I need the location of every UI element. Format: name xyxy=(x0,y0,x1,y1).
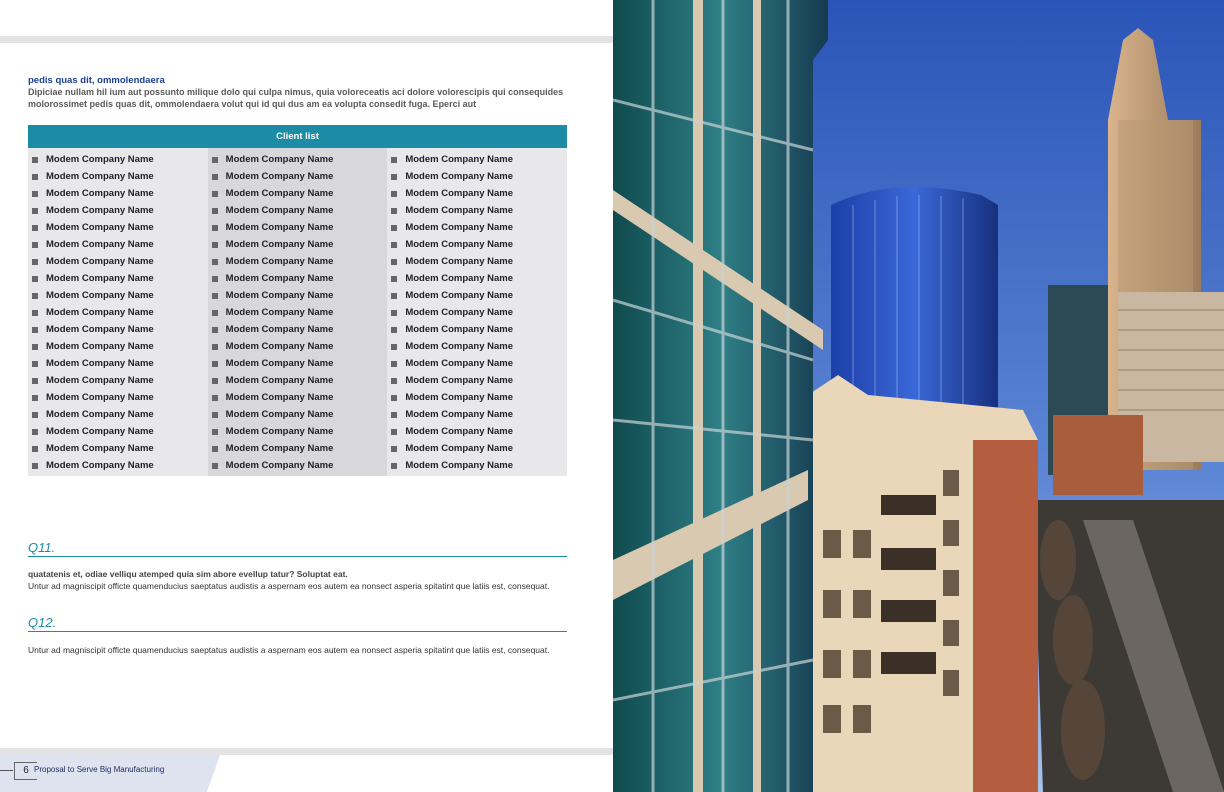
client-list-item xyxy=(387,236,567,253)
square-bullet-icon xyxy=(212,174,218,180)
client-name: Modem Company Name xyxy=(225,205,334,216)
square-bullet-icon xyxy=(32,327,38,333)
square-bullet-icon xyxy=(391,446,397,452)
square-bullet-icon xyxy=(212,259,218,265)
city-skyline-photo xyxy=(613,0,1224,792)
square-bullet-icon xyxy=(32,259,38,265)
client-list-item xyxy=(28,389,208,406)
client-list-item xyxy=(208,338,388,355)
client-name: Modem Company Name xyxy=(46,171,154,182)
square-bullet-icon xyxy=(212,463,218,469)
square-bullet-icon xyxy=(32,174,38,180)
client-name: Modem Company Name xyxy=(225,290,334,301)
client-name: Modem Company Name xyxy=(405,409,514,420)
q11-title: Q11. xyxy=(28,540,56,555)
square-bullet-icon xyxy=(32,310,38,316)
client-name: Modem Company Name xyxy=(46,358,154,369)
client-name: Modem Company Name xyxy=(405,426,514,437)
client-name: Modem Company Name xyxy=(46,239,154,250)
client-list-item xyxy=(208,304,388,321)
client-name: Modem Company Name xyxy=(405,460,514,471)
footer-rule xyxy=(0,770,13,771)
client-list-header: Client list xyxy=(28,125,567,148)
client-name: Modem Company Name xyxy=(225,239,334,250)
client-list-table xyxy=(28,125,567,476)
client-list-item xyxy=(208,355,388,372)
square-bullet-icon xyxy=(391,327,397,333)
client-name: Modem Company Name xyxy=(46,205,154,216)
square-bullet-icon xyxy=(32,361,38,367)
square-bullet-icon xyxy=(212,157,218,163)
footer-divider-bar xyxy=(0,748,613,755)
client-name: Modem Company Name xyxy=(225,188,334,199)
square-bullet-icon xyxy=(32,395,38,401)
square-bullet-icon xyxy=(391,191,397,197)
client-name: Modem Company Name xyxy=(46,460,154,471)
square-bullet-icon xyxy=(212,344,218,350)
square-bullet-icon xyxy=(212,208,218,214)
client-name: Modem Company Name xyxy=(46,188,154,199)
client-list-item xyxy=(208,151,388,168)
client-list-item xyxy=(28,185,208,202)
square-bullet-icon xyxy=(212,378,218,384)
square-bullet-icon xyxy=(391,225,397,231)
square-bullet-icon xyxy=(391,463,397,469)
client-list-item xyxy=(208,202,388,219)
square-bullet-icon xyxy=(32,293,38,299)
client-list-item xyxy=(28,219,208,236)
square-bullet-icon xyxy=(32,429,38,435)
client-list-item xyxy=(387,168,567,185)
client-name: Modem Company Name xyxy=(46,426,154,437)
square-bullet-icon xyxy=(212,327,218,333)
client-name: Modem Company Name xyxy=(225,222,334,233)
client-list-item xyxy=(28,338,208,355)
square-bullet-icon xyxy=(212,412,218,418)
client-list-item xyxy=(208,168,388,185)
client-name: Modem Company Name xyxy=(225,409,334,420)
square-bullet-icon xyxy=(391,259,397,265)
square-bullet-icon xyxy=(391,429,397,435)
q11-divider xyxy=(28,556,567,557)
client-list-item xyxy=(387,372,567,389)
page-number: 6 xyxy=(14,762,37,780)
client-list-item xyxy=(208,406,388,423)
client-name: Modem Company Name xyxy=(46,290,154,301)
square-bullet-icon xyxy=(32,157,38,163)
client-list-item xyxy=(387,287,567,304)
square-bullet-icon xyxy=(391,395,397,401)
square-bullet-icon xyxy=(32,225,38,231)
square-bullet-icon xyxy=(32,276,38,282)
square-bullet-icon xyxy=(391,310,397,316)
client-name: Modem Company Name xyxy=(405,375,514,386)
client-list-item xyxy=(387,304,567,321)
client-list-item xyxy=(28,372,208,389)
client-list-item xyxy=(387,185,567,202)
client-name: Modem Company Name xyxy=(405,307,514,318)
client-list-item xyxy=(28,406,208,423)
client-list-item xyxy=(387,270,567,287)
square-bullet-icon xyxy=(391,276,397,282)
client-name: Modem Company Name xyxy=(225,460,334,471)
square-bullet-icon xyxy=(212,429,218,435)
intro-paragraph: Dipiciae nullam hil ium aut possunto milique dolo qui culpa nimus, quia voloreceatis aci dolore volorescipis qui consequides molorossimet pedis quas dit, ommolendaera volut qui id qui dus am ea volupta consedit fuga. Eperci aut xyxy=(28,87,564,109)
client-name: Modem Company Name xyxy=(405,239,514,250)
square-bullet-icon xyxy=(212,191,218,197)
square-bullet-icon xyxy=(391,208,397,214)
client-name: Modem Company Name xyxy=(405,154,514,165)
client-column-3 xyxy=(387,148,567,476)
client-name: Modem Company Name xyxy=(46,222,154,233)
client-name: Modem Company Name xyxy=(46,341,154,352)
q12-divider xyxy=(28,631,567,632)
client-name: Modem Company Name xyxy=(405,273,514,284)
q11-question: quatatenis et, odiae velliqu atemped quia sim abore evellup tatur? Soluptat eat. xyxy=(28,569,348,579)
client-list-item xyxy=(208,440,388,457)
client-list-item xyxy=(208,253,388,270)
client-name: Modem Company Name xyxy=(46,409,154,420)
client-name: Modem Company Name xyxy=(225,358,334,369)
client-list-item xyxy=(208,236,388,253)
client-list-item xyxy=(28,151,208,168)
client-list-item xyxy=(387,389,567,406)
client-name: Modem Company Name xyxy=(225,307,334,318)
footer-document-title: Proposal to Serve Big Manufacturing xyxy=(34,765,165,774)
square-bullet-icon xyxy=(32,208,38,214)
q12-title: Q12. xyxy=(28,615,57,630)
client-list-item xyxy=(387,321,567,338)
client-name: Modem Company Name xyxy=(46,392,154,403)
client-name: Modem Company Name xyxy=(46,256,154,267)
client-list-item xyxy=(387,338,567,355)
client-name: Modem Company Name xyxy=(405,222,514,233)
q11-body xyxy=(28,569,567,592)
client-list-item xyxy=(28,355,208,372)
client-name: Modem Company Name xyxy=(46,324,154,335)
client-list-item xyxy=(28,253,208,270)
square-bullet-icon xyxy=(212,225,218,231)
square-bullet-icon xyxy=(212,242,218,248)
intro-heading: pedis quas dit, ommolendaera xyxy=(28,75,165,86)
square-bullet-icon xyxy=(212,395,218,401)
client-name: Modem Company Name xyxy=(225,154,334,165)
client-list-item xyxy=(387,253,567,270)
client-list-item xyxy=(28,457,208,474)
client-name: Modem Company Name xyxy=(405,188,514,199)
client-name: Modem Company Name xyxy=(225,426,334,437)
client-name: Modem Company Name xyxy=(405,392,514,403)
client-list-item xyxy=(208,457,388,474)
client-list-item xyxy=(28,270,208,287)
client-list-item xyxy=(28,236,208,253)
client-name: Modem Company Name xyxy=(46,375,154,386)
client-name: Modem Company Name xyxy=(46,154,154,165)
client-list-item xyxy=(208,389,388,406)
client-list-item xyxy=(208,185,388,202)
client-name: Modem Company Name xyxy=(225,341,334,352)
square-bullet-icon xyxy=(391,157,397,163)
client-name: Modem Company Name xyxy=(225,443,334,454)
square-bullet-icon xyxy=(32,378,38,384)
client-column-2 xyxy=(208,148,388,476)
client-list-item xyxy=(28,287,208,304)
client-list-item xyxy=(387,406,567,423)
client-name: Modem Company Name xyxy=(405,341,514,352)
client-list-item xyxy=(28,321,208,338)
client-name: Modem Company Name xyxy=(46,443,154,454)
square-bullet-icon xyxy=(32,412,38,418)
client-list-columns xyxy=(28,148,567,476)
client-name: Modem Company Name xyxy=(225,273,334,284)
square-bullet-icon xyxy=(212,276,218,282)
client-list-item xyxy=(28,440,208,457)
square-bullet-icon xyxy=(32,191,38,197)
square-bullet-icon xyxy=(391,412,397,418)
square-bullet-icon xyxy=(391,378,397,384)
client-list-item xyxy=(208,270,388,287)
client-name: Modem Company Name xyxy=(225,171,334,182)
client-name: Modem Company Name xyxy=(405,443,514,454)
client-list-item xyxy=(387,202,567,219)
q12-answer: Untur ad magniscipit officte quamenducius saeptatus audistis a aspernam eos autem ea nonsect asperia spitatint que latiis est, consequat. xyxy=(28,645,550,655)
client-name: Modem Company Name xyxy=(225,392,334,403)
square-bullet-icon xyxy=(32,463,38,469)
client-name: Modem Company Name xyxy=(405,256,514,267)
square-bullet-icon xyxy=(212,446,218,452)
client-list-item xyxy=(208,287,388,304)
square-bullet-icon xyxy=(391,293,397,299)
square-bullet-icon xyxy=(32,344,38,350)
client-name: Modem Company Name xyxy=(405,171,514,182)
client-column-1 xyxy=(28,148,208,476)
client-name: Modem Company Name xyxy=(225,256,334,267)
client-name: Modem Company Name xyxy=(405,290,514,301)
square-bullet-icon xyxy=(391,361,397,367)
client-list-item xyxy=(28,168,208,185)
square-bullet-icon xyxy=(391,174,397,180)
square-bullet-icon xyxy=(212,310,218,316)
square-bullet-icon xyxy=(32,446,38,452)
square-bullet-icon xyxy=(212,293,218,299)
client-list-item xyxy=(387,219,567,236)
client-name: Modem Company Name xyxy=(405,358,514,369)
client-list-item xyxy=(28,304,208,321)
client-list-item xyxy=(387,457,567,474)
square-bullet-icon xyxy=(212,361,218,367)
client-name: Modem Company Name xyxy=(225,324,334,335)
client-list-item xyxy=(208,423,388,440)
client-name: Modem Company Name xyxy=(225,375,334,386)
client-list-item xyxy=(208,219,388,236)
client-list-item xyxy=(387,355,567,372)
skyline-illustration xyxy=(613,0,1224,792)
square-bullet-icon xyxy=(391,344,397,350)
client-list-item xyxy=(208,372,388,389)
client-name: Modem Company Name xyxy=(46,307,154,318)
client-list-item xyxy=(28,202,208,219)
client-list-item xyxy=(387,151,567,168)
top-divider-bar xyxy=(0,36,613,43)
client-list-item xyxy=(387,440,567,457)
client-list-item xyxy=(208,321,388,338)
square-bullet-icon xyxy=(391,242,397,248)
q11-answer: Untur ad magniscipit officte quamenducius saeptatus audistis a aspernam eos autem ea nonsect asperia spitatint que latiis est, consequat. xyxy=(28,580,550,591)
client-name: Modem Company Name xyxy=(46,273,154,284)
square-bullet-icon xyxy=(32,242,38,248)
client-list-item xyxy=(387,423,567,440)
client-name: Modem Company Name xyxy=(405,324,514,335)
client-list-item xyxy=(28,423,208,440)
client-name: Modem Company Name xyxy=(405,205,514,216)
